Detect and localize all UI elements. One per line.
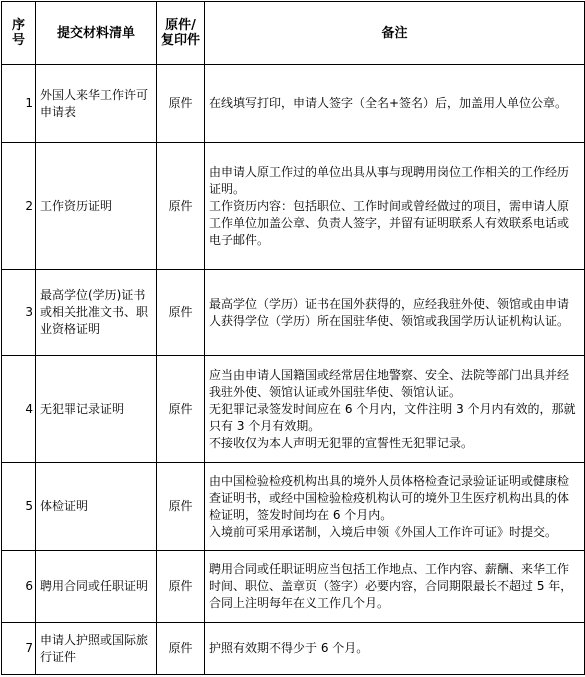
- row-note: [205, 463, 585, 551]
- row-kind: 原件: [157, 551, 205, 623]
- row-kind: 原件: [157, 65, 205, 143]
- row-no: 1: [2, 65, 36, 143]
- row-material: 外国人来华工作许可申请表: [36, 65, 157, 143]
- row-material: 体检证明: [36, 463, 157, 551]
- header-kind: 原件/复印件: [157, 2, 205, 65]
- row-no: 7: [2, 623, 36, 675]
- header-no: 序号: [2, 2, 36, 65]
- row-kind: 原件: [157, 463, 205, 551]
- table-row: [2, 623, 585, 675]
- row-note: [205, 623, 585, 675]
- row-note: [205, 356, 585, 463]
- table-row: [2, 551, 585, 623]
- table-row: [2, 463, 585, 551]
- row-no: 4: [2, 356, 36, 463]
- note-line: 聘用合同或任职证明应当包括工作地点、工作内容、薪酬、来华工作时间、职位、盖章页（签字）必要内容，合同期限最长不超过 5 年，合同上注明每年在义工作几个月。: [209, 562, 573, 610]
- header-material: 提交材料清单: [36, 2, 157, 65]
- note-line: 不接收仅为本人声明无犯罪的宣誓性无犯罪记录。: [209, 435, 474, 450]
- header-note: 备注: [205, 2, 585, 65]
- row-kind: 原件: [157, 143, 205, 270]
- row-no: 6: [2, 551, 36, 623]
- row-material: 申请人护照或国际旅行证件: [36, 623, 157, 675]
- row-note: [205, 551, 585, 623]
- row-note: [205, 270, 585, 356]
- row-no: 5: [2, 463, 36, 551]
- row-kind: 原件: [157, 623, 205, 675]
- note-line: 由申请人原工作过的单位出具从事与现聘用岗位工作相关的工作经历证明。: [209, 164, 570, 196]
- row-no: 3: [2, 270, 36, 356]
- note-line: 应当由申请人国籍国或经常居住地警察、安全、法院等部门出具并经我驻外使、领馆认证或外国驻华使、领馆认证。: [209, 367, 570, 399]
- note-line: 在线填写打印，申请人签字（全名+签名）后，加盖用人单位公章。: [209, 96, 568, 110]
- table-row: [2, 65, 585, 143]
- row-note: [205, 143, 585, 270]
- row-note: [205, 65, 585, 143]
- note-line: 无犯罪记录签发时间应在 6 个月内，文件注明 3 个月内有效的，那就只有 3 个月有效期。: [209, 401, 576, 433]
- materials-table: [1, 1, 585, 675]
- note-line: 工作资历内容：包括职位、工作时间或曾经做过的项目，需申请人原工作单位加盖公章、负责人签字，并留有证明联系人有效联系电话或电子邮件。: [209, 198, 570, 247]
- table-row: [2, 143, 585, 270]
- note-line: 由中国检验检疫机构出具的境外人员体格检查记录验证证明或健康检查证明书，或经中国检验检疫机构认可的境外卫生医疗机构出具的体检证明，签发时间均在 6 个月内。: [209, 473, 570, 522]
- row-material: 聘用合同或任职证明: [36, 551, 157, 623]
- row-kind: 原件: [157, 270, 205, 356]
- note-line: 入境前可采用承诺制，入境后申领《外国人工作许可证》时提交。: [209, 524, 558, 539]
- table-row: [2, 270, 585, 356]
- row-material: 工作资历证明: [36, 143, 157, 270]
- row-no: 2: [2, 143, 36, 270]
- row-kind: 原件: [157, 356, 205, 463]
- table-row: [2, 356, 585, 463]
- row-material: 最高学位(学历)证书或相关批准文书、职业资格证明: [36, 270, 157, 356]
- table-header-row: [2, 2, 585, 65]
- row-material: 无犯罪记录证明: [36, 356, 157, 463]
- note-line: 护照有效期不得少于 6 个月。: [209, 641, 369, 655]
- note-line: 最高学位（学历）证书在国外获得的，应经我驻外使、领馆或由申请人获得学位（学历）所在国驻华使、领馆或我国学历认证机构认证。: [209, 296, 570, 328]
